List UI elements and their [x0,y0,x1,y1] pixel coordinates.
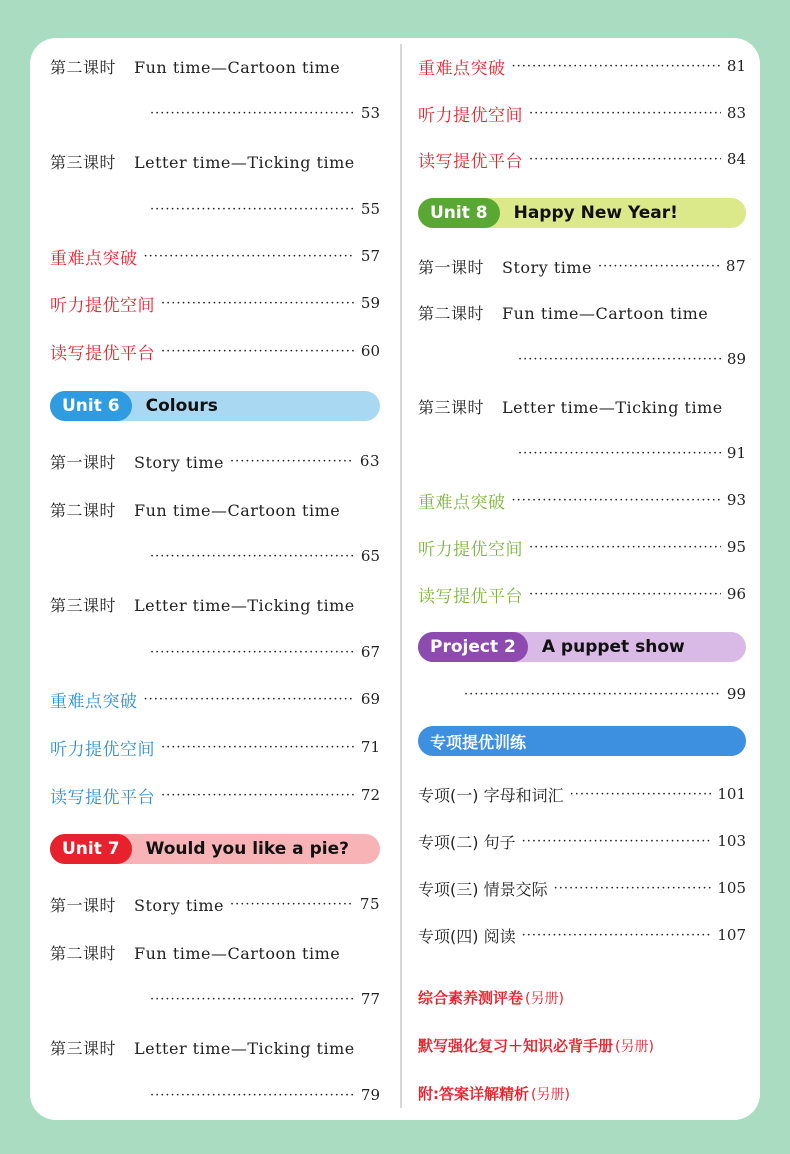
page-number: 69 [360,690,380,708]
lesson-number: 第三课时 [50,1038,117,1058]
lesson-title: Story time [134,895,224,915]
lesson-number: 第二课时 [418,303,485,323]
page-number: 89 [726,350,746,368]
page-number: 55 [360,200,380,218]
special-number: 专项(一) [418,785,479,805]
page-number: 72 [360,786,380,804]
page-number: 63 [359,452,380,470]
lesson-number: 第二课时 [50,500,117,520]
toc-entry-continuation[interactable] [50,543,380,569]
lesson-title: Letter time—Ticking time [502,397,723,417]
lesson-number: 第二课时 [50,57,117,77]
unit-title: Would you like a pie? [145,839,349,859]
page-number: 95 [726,538,746,556]
toc-section[interactable] [418,100,746,126]
page-number: 65 [360,547,380,565]
toc-section[interactable] [50,243,380,269]
dot-leader [598,259,720,274]
section-title: 听力提优空间 [50,739,155,760]
unit-badge: Unit 6 [50,391,132,421]
section-title: 听力提优空间 [50,295,155,316]
lesson-number: 第三课时 [418,397,485,417]
section-title: 读写提优平台 [418,586,523,607]
toc-entry[interactable] [50,891,380,917]
dot-leader [150,645,355,660]
dot-leader [144,692,355,707]
toc-entry[interactable] [50,53,380,79]
toc-entry[interactable] [418,922,746,948]
column-divider [400,44,402,1108]
extra-note: (另册) [525,991,564,1007]
project-2-banner[interactable] [418,632,746,662]
lesson-title: Fun time—Cartoon time [134,943,341,963]
dot-leader [529,106,721,121]
toc-entry-continuation[interactable] [50,100,380,126]
section-title: 听力提优空间 [418,539,523,560]
lesson-title: Letter time—Ticking time [134,595,355,615]
section-title: 听力提优空间 [418,105,523,126]
special-training-title: 专项提优训练 [430,732,527,752]
toc-entry-continuation[interactable] [50,196,380,222]
dot-leader [144,249,355,264]
unit-badge: Unit 7 [50,834,132,864]
page-number: 93 [726,491,746,509]
page-number: 103 [717,832,746,850]
dot-leader [150,202,355,217]
dot-leader [161,740,355,755]
special-training-banner[interactable] [418,726,746,756]
toc-entry-continuation[interactable] [418,346,746,372]
page-number: 53 [360,104,380,122]
toc-entry[interactable] [418,828,746,854]
project-title: A puppet show [541,637,685,657]
toc-section[interactable] [418,581,746,607]
toc-entry-continuation[interactable] [418,681,746,707]
extra-title: 附:答案详解精析 [418,1085,529,1103]
extra-item[interactable] [418,1083,570,1104]
lesson-number: 第一课时 [418,257,485,277]
special-title: 阅读 [483,926,516,946]
dot-leader [230,897,354,912]
page-number: 71 [360,738,380,756]
toc-entry-continuation[interactable] [50,986,380,1012]
lesson-number: 第三课时 [50,595,117,615]
dot-leader [529,587,721,602]
toc-section[interactable] [50,686,380,712]
extra-title: 默写强化复习＋知识必背手册 [418,1037,614,1055]
dot-leader [512,59,721,74]
toc-entry[interactable] [418,253,746,279]
project-badge: Project 2 [418,632,528,662]
page-number: 87 [725,257,746,275]
page-number: 79 [360,1086,380,1104]
special-title: 字母和词汇 [483,785,564,805]
toc-entry[interactable] [50,448,380,474]
dot-leader [150,1088,355,1103]
toc-entry-continuation[interactable] [418,440,746,466]
dot-leader [529,152,721,167]
section-title: 读写提优平台 [418,151,523,172]
extra-item[interactable] [418,987,564,1008]
page-number: 83 [726,104,746,122]
section-title: 读写提优平台 [50,343,155,364]
unit-title: Happy New Year! [513,203,678,223]
lesson-number: 第三课时 [50,152,117,172]
dot-leader [161,344,355,359]
page-number: 91 [726,444,746,462]
page-number: 60 [360,342,380,360]
extra-item[interactable] [418,1035,654,1056]
toc-section[interactable] [418,487,746,513]
lesson-title: Fun time—Cartoon time [134,57,341,77]
toc-section[interactable] [50,290,380,316]
toc-entry[interactable] [418,393,746,419]
toc-entry-continuation[interactable] [50,639,380,665]
dot-leader [529,540,721,555]
lesson-number: 第一课时 [50,452,117,472]
dot-leader [570,787,712,802]
toc-entry[interactable] [50,496,380,522]
page-number: 96 [726,585,746,603]
dot-leader [150,549,355,564]
section-title: 重难点突破 [418,492,506,513]
dot-leader [150,992,355,1007]
dot-leader [554,881,712,896]
special-title: 句子 [483,832,516,852]
dot-leader [518,446,721,461]
lesson-title: Letter time—Ticking time [134,1038,355,1058]
lesson-number: 第二课时 [50,943,117,963]
page-number: 99 [726,685,746,703]
page-number: 105 [717,879,746,897]
unit-7-banner[interactable] [50,834,380,864]
page-number: 67 [360,643,380,661]
extra-note: (另册) [615,1039,654,1055]
dot-leader [464,687,721,702]
toc-entry[interactable] [418,299,746,325]
page-number: 101 [717,785,746,803]
page-number: 57 [360,247,380,265]
page-number: 77 [360,990,380,1008]
toc-entry[interactable] [50,1034,380,1060]
dot-leader [161,296,355,311]
section-title: 读写提优平台 [50,787,155,808]
dot-leader [161,788,355,803]
special-number: 专项(三) [418,879,479,899]
toc-section[interactable] [50,734,380,760]
section-title: 重难点突破 [50,248,138,269]
lesson-title: Letter time—Ticking time [134,152,355,172]
lesson-title: Story time [502,257,592,277]
dot-leader [230,454,354,469]
toc-entry[interactable] [50,591,380,617]
lesson-number: 第一课时 [50,895,117,915]
toc-entry[interactable] [50,148,380,174]
lesson-title: Story time [134,452,224,472]
special-number: 专项(四) [418,926,479,946]
unit-title: Colours [145,396,218,416]
page-number: 75 [359,895,380,913]
dot-leader [522,834,712,849]
unit-6-banner[interactable] [50,391,380,421]
toc-entry[interactable] [418,875,746,901]
toc-entry[interactable] [50,939,380,965]
extra-note: (另册) [531,1087,570,1103]
toc-section[interactable] [418,53,746,79]
lesson-title: Fun time—Cartoon time [502,303,709,323]
toc-entry-continuation[interactable] [50,1082,380,1108]
special-title: 情景交际 [483,879,548,899]
section-title: 重难点突破 [50,691,138,712]
toc-section[interactable] [418,534,746,560]
toc-entry[interactable] [418,781,746,807]
toc-section[interactable] [418,146,746,172]
page-number: 59 [360,294,380,312]
page-number: 84 [726,150,746,168]
dot-leader [512,493,721,508]
special-number: 专项(二) [418,832,479,852]
page-number: 81 [726,57,746,75]
dot-leader [522,928,712,943]
toc-section[interactable] [50,338,380,364]
section-title: 重难点突破 [418,58,506,79]
dot-leader [150,106,355,121]
lesson-title: Fun time—Cartoon time [134,500,341,520]
unit-badge: Unit 8 [418,198,500,228]
dot-leader [518,352,721,367]
page-number: 107 [717,926,746,944]
extra-title: 综合素养测评卷 [418,989,524,1007]
toc-section[interactable] [50,782,380,808]
unit-8-banner[interactable] [418,198,746,228]
